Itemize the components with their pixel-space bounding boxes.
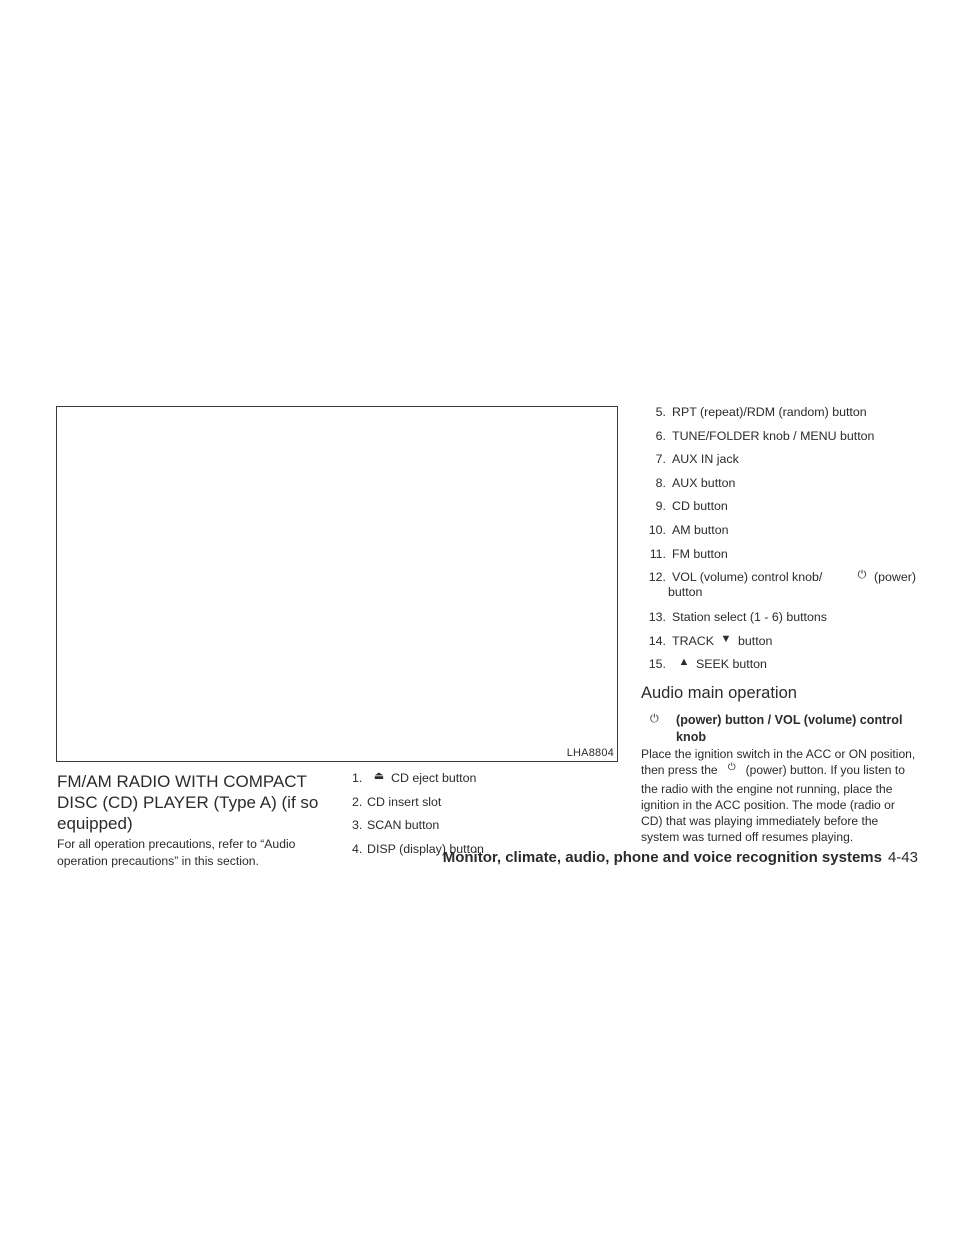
- list-item: [352, 818, 622, 842]
- page-number: 4-43: [887, 849, 918, 866]
- item-number: 1.: [352, 771, 363, 785]
- vol-item-line: [640, 570, 916, 585]
- intro-text: For all operation precautions, refer to “Audio operation precautions” in this section.: [57, 837, 296, 868]
- item-text: CD insert slot: [367, 794, 442, 809]
- power-icon: ⏻: [650, 713, 659, 725]
- item-text: RPT (repeat)/RDM (random) button: [672, 405, 867, 419]
- item-text: button: [738, 633, 773, 648]
- item-text: SCAN button: [367, 818, 440, 833]
- item-number: 13.: [648, 610, 666, 625]
- item-text: AM button: [672, 522, 729, 537]
- list-item: [640, 523, 916, 547]
- item-text: SEEK button: [696, 657, 767, 672]
- eject-icon: ⏏: [373, 770, 385, 782]
- power-icon: ⏻: [727, 762, 736, 774]
- item-text: CD button: [672, 499, 728, 514]
- item-text: TRACK: [672, 633, 714, 648]
- list-item: [640, 570, 916, 610]
- list-item: [640, 476, 916, 500]
- body-paragraph: [641, 746, 917, 846]
- item-number: 12.: [648, 570, 666, 585]
- list-item: [640, 634, 916, 658]
- seek-up-icon: ▲: [678, 656, 690, 669]
- list-item: [640, 499, 916, 523]
- item-number: 6.: [655, 428, 666, 443]
- item-number: 8.: [655, 475, 666, 490]
- list-item: [352, 771, 622, 795]
- item-number: 10.: [648, 522, 666, 537]
- item-text: VOL (volume) control knob/: [672, 570, 823, 585]
- list-item: [640, 429, 916, 453]
- body-text-part1: Place the ignition switch in the ACC or ON position, then press the: [641, 747, 916, 778]
- power-control-heading: [650, 712, 910, 746]
- item-number: 4.: [352, 842, 363, 857]
- item-text: Station select (1 - 6) buttons: [672, 610, 827, 625]
- item-text: TUNE/FOLDER knob / MENU button: [672, 428, 875, 443]
- audio-unit-illustration: [56, 406, 618, 762]
- item-number: 9.: [655, 499, 666, 514]
- item-text: button: [668, 585, 703, 600]
- section-heading: FM/AM RADIO WITH COMPACT DISC (CD) PLAYER (Type A) (if so equipped): [57, 772, 319, 833]
- item-number: 14.: [648, 633, 666, 648]
- sub-heading: Audio main operation: [641, 684, 797, 702]
- item-text: AUX button: [672, 475, 736, 490]
- power-icon: ⏻: [857, 569, 867, 582]
- list-item: [352, 795, 622, 819]
- item-number: 2.: [352, 794, 363, 809]
- item-text: CD eject button: [391, 771, 477, 785]
- power-heading-text: (power) button / VOL (volume) control knob: [676, 713, 903, 744]
- item-number: 5.: [655, 405, 666, 419]
- list-item: [640, 405, 916, 429]
- item-text: (power): [874, 570, 916, 585]
- item-number: 7.: [655, 452, 666, 467]
- item-number: 11.: [649, 546, 666, 561]
- body-text-part2: (power) button. If you listen to the radio with the engine not running, place the ignition in the ACC position. The mode (radio or CD) that was playing immediately before the system was turned off resumes playing.: [641, 763, 905, 845]
- controls-list-2: [640, 405, 916, 681]
- item-text: FM button: [672, 546, 728, 561]
- item-text: DISP (display) button: [367, 842, 484, 857]
- list-item: [640, 657, 916, 681]
- item-text: AUX IN jack: [672, 452, 739, 467]
- track-down-icon: ▼: [720, 632, 732, 645]
- item-number: 3.: [352, 818, 363, 833]
- list-item: [640, 610, 916, 634]
- list-item: [640, 547, 916, 571]
- footer-title: Monitor, climate, audio, phone and voice recognition systems: [442, 849, 882, 866]
- item-number: 15.: [648, 657, 666, 672]
- list-item: [640, 452, 916, 476]
- page-footer: [443, 849, 918, 866]
- figure-label: LHA8804: [566, 747, 614, 759]
